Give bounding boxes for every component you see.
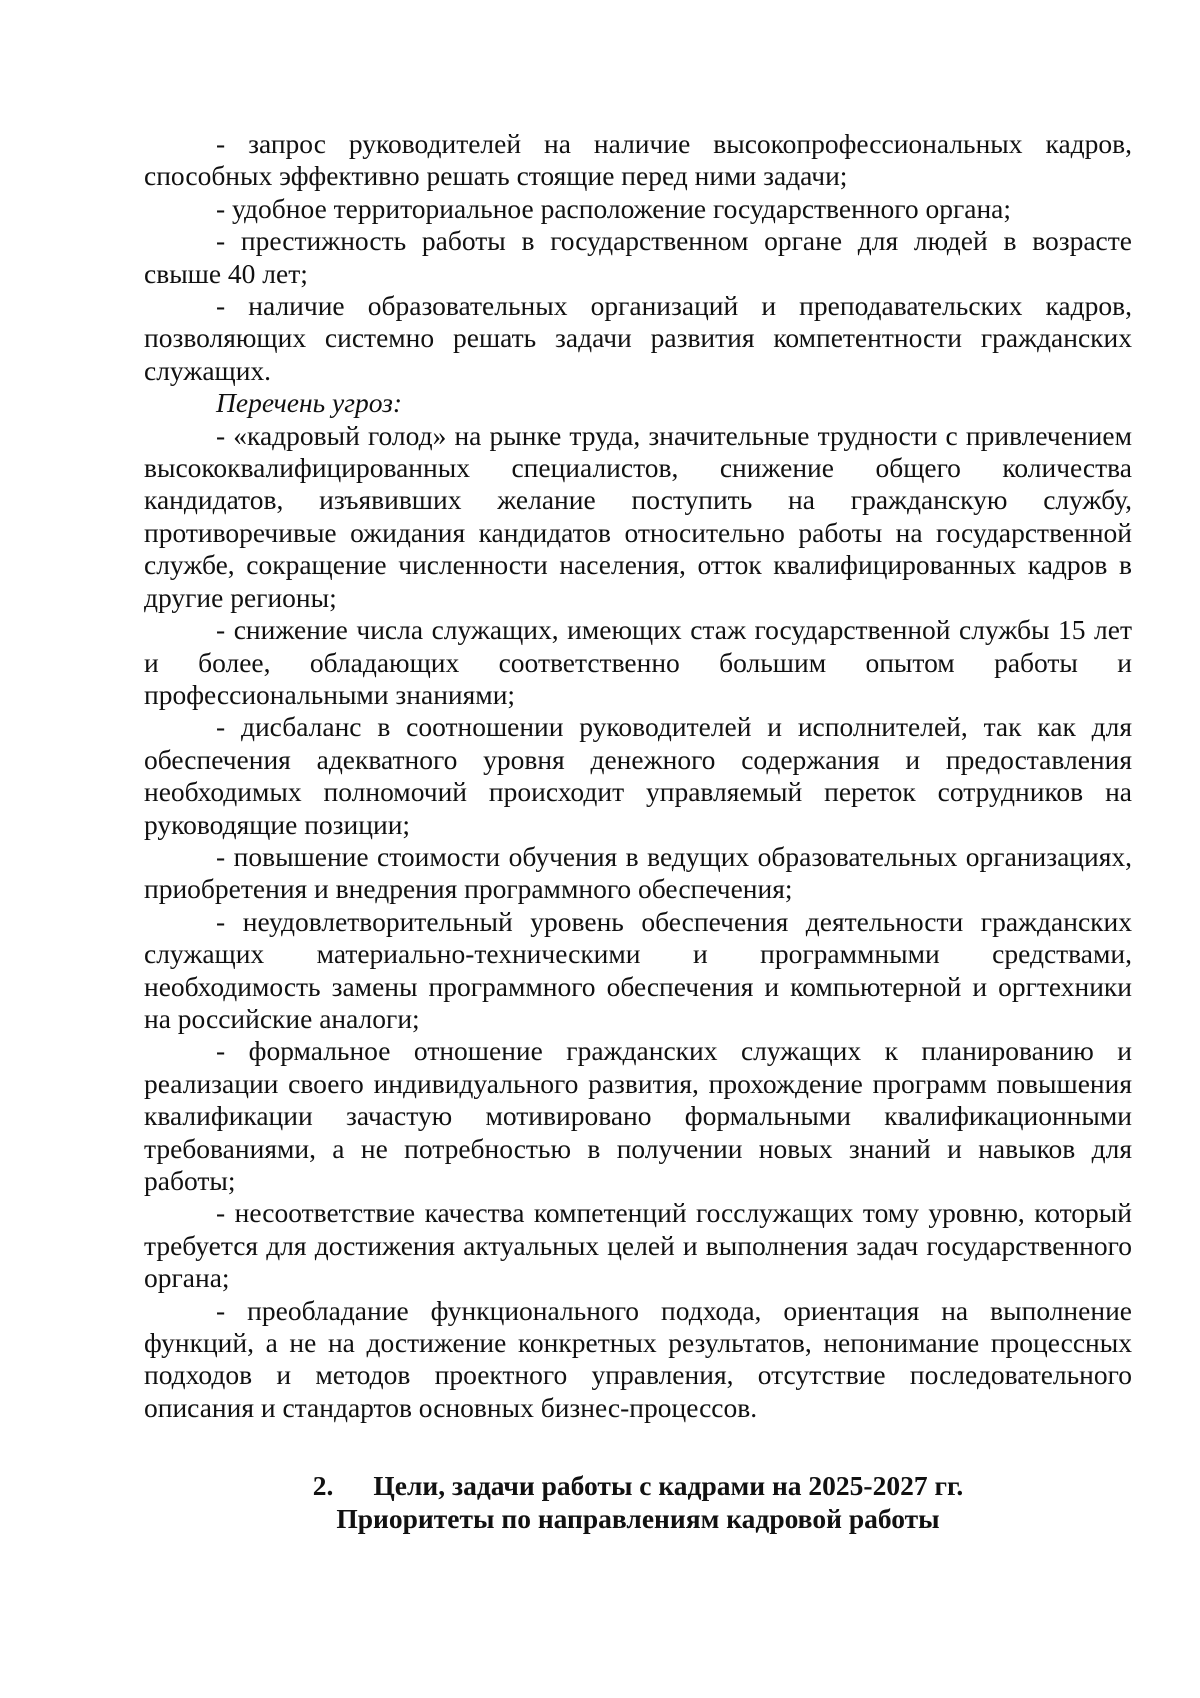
opportunity-item: - удобное территориальное расположение государственного органа;: [216, 192, 1012, 224]
threat-item: - формальное отношение гражданских служащих к планированию и реализации своего индивидуального развития, прохождение программ повышения квалификации зачастую мотивировано формальными квалификационными требованиями, а не потребностью в получении новых знаний и навыков для работы;: [144, 1035, 1132, 1196]
opportunity-item: - запрос руководителей на наличие высокопрофессиональных кадров, способных эффективно решать стоящие перед ними задачи;: [144, 128, 1132, 192]
opportunity-item: - престижность работы в государственном органе для людей в возрасте свыше 40 лет;: [144, 225, 1132, 289]
section-heading-line-1: [144, 1470, 1132, 1502]
threat-item: - несоответствие качества компетенций госслужащих тому уровню, который требуется для достижения актуальных целей и выполнения задач государственного органа;: [144, 1197, 1132, 1294]
threat-item: - преобладание функционального подхода, ориентация на выполнение функций, а не на достижение конкретных результатов, непонимание процессных подходов и методов проектного управления, отсутствие последовательного описания и стандартов основных бизнес-процессов.: [144, 1294, 1132, 1423]
threat-item: - неудовлетворительный уровень обеспечения деятельности гражданских служащих материально-техническими и программными средствами, необходимость замены программного обеспечения и компьютерной и оргтехники на российские аналоги;: [144, 905, 1132, 1034]
threat-item: - «кадровый голод» на рынке труда, значительные трудности с привлечением высококвалифицированных специалистов, снижение общего количества кандидатов, изъявивших желание поступить на гражданскую службу, противоречивые ожидания кандидатов относительно работы на государственной службе, сокращение численности населения, отток квалифицированных кадров в другие регионы;: [144, 419, 1132, 613]
threat-item: - повышение стоимости обучения в ведущих образовательных организациях, приобретения и внедрения программного обеспечения;: [144, 840, 1132, 905]
section-number: 2.: [312, 1470, 334, 1502]
section-title-line-1: Цели, задачи работы с кадрами на 2025-2027 гг.: [373, 1470, 964, 1502]
threats-heading: Перечень угроз:: [216, 387, 402, 419]
document-page: [144, 128, 1132, 1535]
section-heading: [144, 1470, 1132, 1535]
opportunity-item: - наличие образовательных организаций и преподавательских кадров, позволяющих системно решать задачи развития компетентности гражданских служащих.: [144, 290, 1132, 386]
threat-item: - дисбаланс в соотношении руководителей и исполнителей, так как для обеспечения адекватного уровня денежного содержания и предоставления необходимых полномочий происходит управляемый переток сотрудников на руководящие позиции;: [144, 711, 1132, 840]
threat-item: - снижение числа служащих, имеющих стаж государственной службы 15 лет и более, обладающих соответственно большим опытом работы и профессиональными знаниями;: [144, 614, 1132, 710]
section-title-line-2: Приоритеты по направлениям кадровой работы: [336, 1502, 940, 1534]
